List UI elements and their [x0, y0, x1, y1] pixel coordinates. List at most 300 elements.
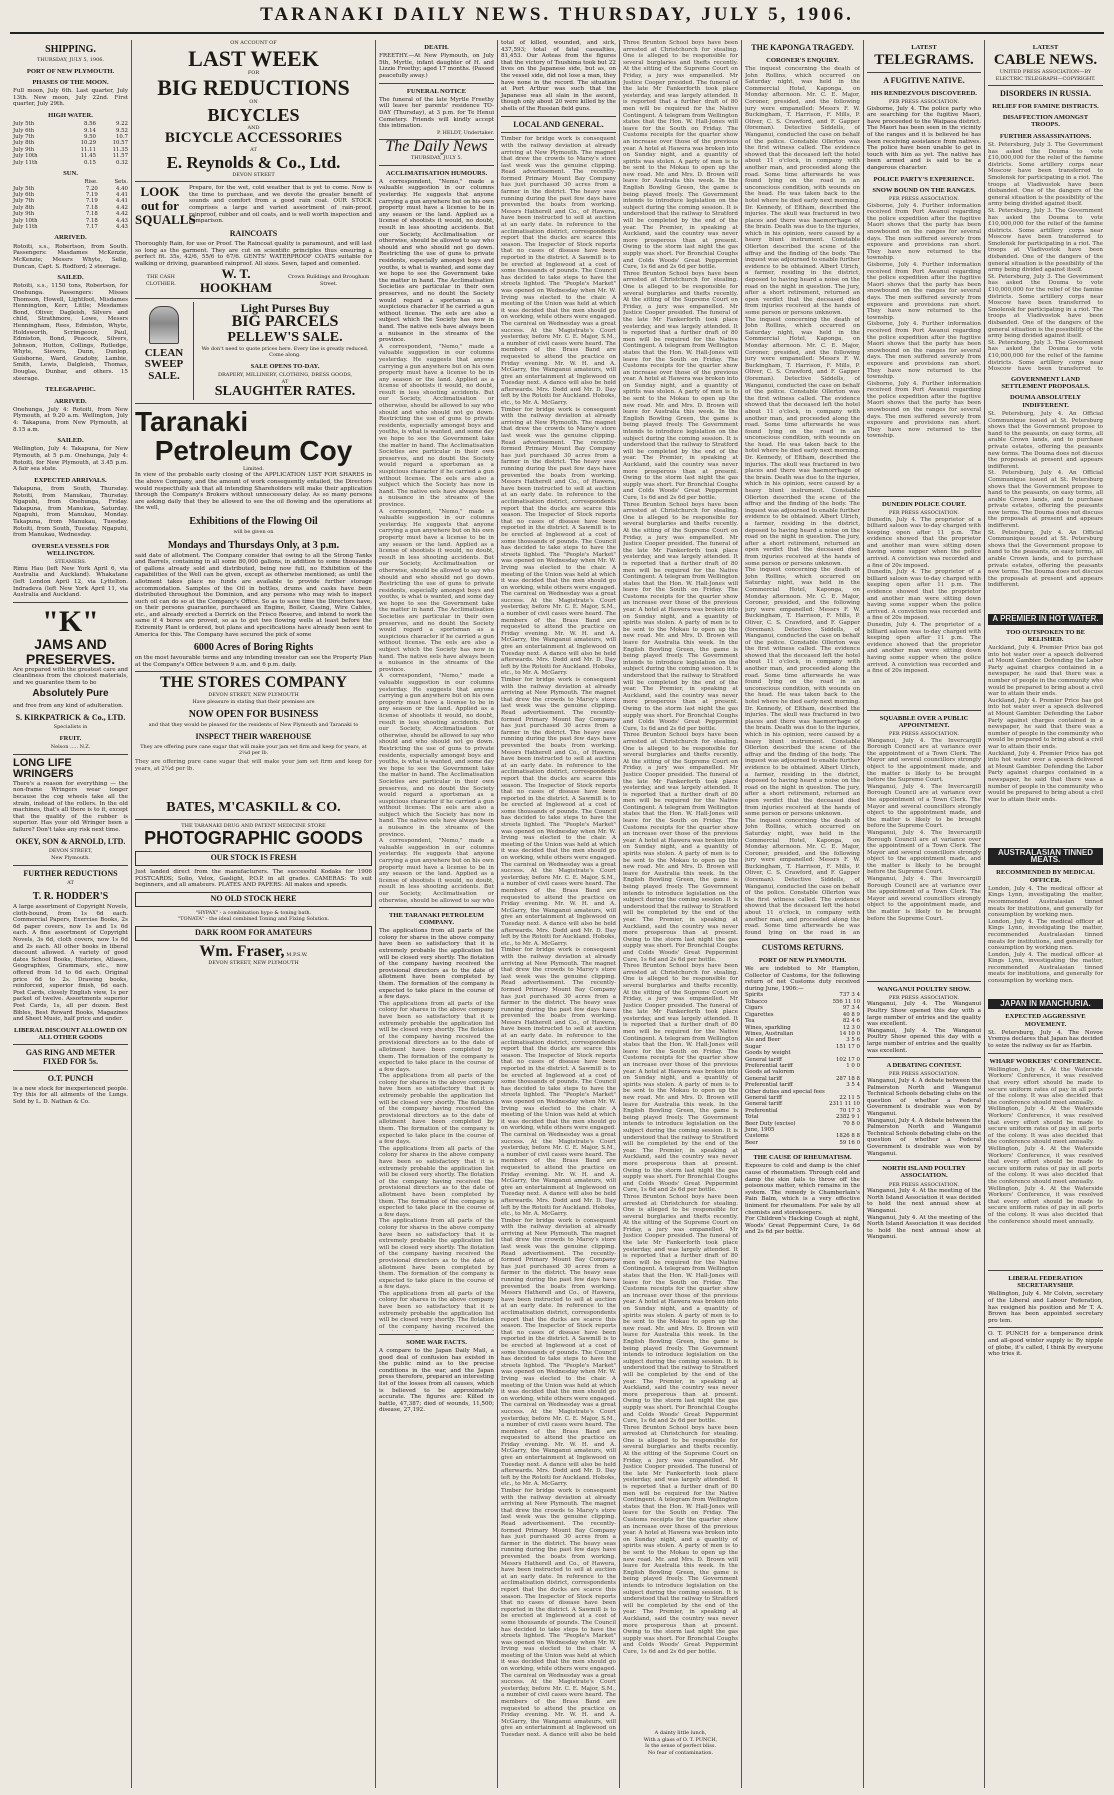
- divider: [135, 819, 372, 820]
- bicycles-heading: BICYCLES: [207, 104, 300, 125]
- police-text-1: Gisborne, July 4. Further information received from Port Awanui regarding the police expedition after the fugitive Maori shows that the party has been snowbound on the ranges for several days. The men suffered severely from exposure and provisions ran short. They have now returned to the township.: [867, 202, 981, 262]
- divider: [379, 907, 494, 908]
- hot-water-text-2: Auckland, July 4. Premier Price has got into hot water over a speech delivered at Mount Gambier. Defending the Labor Party against charges contained in a newspaper, he said that there was a number of people in the community who would be prepared to bring about a civil war to attain their ends.: [988, 697, 1103, 750]
- stores-text-3: They are offering pure cane sugar that will make your jam set firm and keep for years, at 2¼d per lb.: [140, 743, 367, 757]
- sun-cell: 7.18: [85, 211, 98, 218]
- wharf-text-1: Wellington, July 4. At the Waterside Workers' Conference, it was resolved that every effort should be made to secure uniform rates of pay in all ports of the colony. It was also decided that the conference should meet annually.: [988, 1066, 1103, 1106]
- customs-cell: 737 3 4: [839, 992, 860, 999]
- at-label: AT: [281, 378, 289, 385]
- editorial-filler-1: A correspondent, "Nemo," made a valuable suggestion in our columns yesterday. He suggests that anyone carrying a gun anywhere but on his own property must have a license to be in any season or the land. Applied as a license of shootists it would, no doubt, result in less shooting accidents. But our Society, Acclimatisation or otherwise, should be allowed to say who should and who should not go down. Restricting the use of guns to private residents, especially amongst boys and youths, is what is wanted, and some day we hope to see the Government take the matter in hand. The Acclimatisation Societies are particular in their own preserves, and no doubt the Society would regard a sportsman as a suspicious character if he carried a gun without license. The eels are also a subject which the Society has now in hand. The native eels have always been a nuisance in the streams of the province.: [379, 343, 494, 508]
- wharf-text-2: Wellington, July 4. At the Waterside Workers' Conference, it was resolved that every effort should be made to secure uniform rates of pay in all ports of the colony. It was also decided that the conference should meet annually.: [988, 1106, 1103, 1146]
- land-text-2: St. Petersburg, July 4. An Official Communique issued at St. Petersburg shows that the Government propose to hand to the peasants, on easy terms, all arable Crown lands, and to purchase private estates, offering the peasants new terms. The Douma does not discuss the proposals at present and appears indifferent.: [988, 470, 1103, 530]
- sun-table: [13, 179, 128, 230]
- fresh-box: [135, 851, 372, 866]
- customs-text: We are indebted to Mr Hampton, Collector of Customs, for the following return of net Customs duty received during June, 1906:—: [745, 966, 860, 992]
- sun-cell: 7.20: [85, 185, 98, 192]
- column-5: [620, 40, 742, 1788]
- divider: [867, 72, 981, 73]
- high-water-cell: 11.57: [112, 153, 128, 160]
- debating-text: Wanganui, July 4. A debate between the Palmerston North and Wanganui Technical Schools debating clubs on the question of whether a Federal Government is desirable was won by Wanganui.: [867, 1078, 981, 1118]
- petroleum-filler-3: The applications from all parts of the colony for shares in the above company have been so satisfactory that it is extremely probable the application list will be closed very shortly. The flotation of the company having received the provisional directors as to the date of allotment have been completed by them. The formation of the company is expected to take place in the course of a few days.: [379, 1145, 494, 1218]
- woman-figure-icon: [149, 306, 179, 344]
- meats-text-2: London, July 4. The medical officer at Kings Lynn, investigating the matter, recommended Australasian tinned meats for institutions, and generally for consumption by working men.: [988, 918, 1103, 952]
- russia-body: [988, 142, 1103, 372]
- squabble-text-1: Wanganui, July 4. The Invercargill Borough Council are at variance over the appointment of a Town Clerk. The Mayor and several councillors strongly object to the appointment made, and the matter is likely to be brought before the Supreme Court.: [867, 737, 981, 784]
- land-body: [988, 411, 1103, 611]
- telegraphic-arrived-heading: ARRIVED.: [54, 397, 87, 405]
- sun-cell: 4.43: [115, 217, 128, 224]
- police-text-2: Gisborne, July 4. Further information received from Port Awanui regarding the police expedition after the fugitive Maori shows that the party has been snowbound on the ranges for several days. The men suffered severely from exposure and provisions ran short. They have now returned to the township.: [867, 262, 981, 321]
- press-association: PER PRESS ASSOCIATION.: [888, 1181, 960, 1188]
- news-text-6: Three Brunton School boys have been arrested at Christchurch for stealing. One is alleged to be responsible for several burglaries and thefts recently. At the sitting of the Supreme Court on Friday, a jury was empanelled. Mr Justice Cooper presided. The funeral of the late Mr Fankerforth took place yesterday, and was largely attended. It is reported that a further draft of 80 men will be required for the Native Contingent. A telegram from Wellington states that the Hon. W. Hall-Jones will leave for the South on Friday. The Customs receipts for the quarter show an increase over those of the previous year. A hotel at Hawera was broken into on Sunday night, and a quantity of spirits was stolen. A party of men is to be sent to the Mokau to open up the new road. Mr. and Mrs. D. Brown will leave for Australia this week. In the English Bowling Green, the game is being played freely. The Government intends to introduce legislation on the subject during the coming session. It is understood that the railway to Stratford will be completed by the end of the year. The Premier, in speaking at Auckland, said the country was never more prosperous than at present. Owing to the storm last night the gas supply was short. For Bronchial Coughs and Colds Woods' Great Peppermint Cure, 1s 6d and 2s 6d per bottle.: [623, 1193, 738, 1425]
- customs-cell: Sugar: [745, 1043, 762, 1050]
- high-water-cell: 10.29: [80, 140, 96, 147]
- customs-cell: General tariff: [745, 1094, 782, 1101]
- sun-cell: 4.41: [115, 198, 128, 205]
- customs-cell: 287 18 8: [835, 1075, 860, 1082]
- petroleum-company-heading: THE TARANAKI PETROLEUM COMPANY.: [388, 911, 484, 926]
- sun-cell: July 11th: [13, 224, 38, 231]
- on-label: ON: [249, 99, 258, 106]
- douma-heading: DOUMA ABSOLUTELY INDIFFERENT.: [1009, 394, 1082, 409]
- customs-cell: Goods ad valorem: [745, 1069, 795, 1076]
- russia-text-4: St. Petersburg, July 3. The Government has asked the Douma to vote £10,000,000 for the relief of the famine districts. Some artillery corps near Moscow have been transferred to: [988, 339, 1103, 372]
- tragedy-text-2: The inquest concerning the death of John Rollins, which occurred on Saturday night, was held in the Commercial Hotel, Kaponga, on Monday afternoon. Mr. C. E. Major, Coroner, presided, and the following jury were empanelled: Messrs F. W. Buckingham, T. Harrison, F. Mills, P. Oliver, C. S. Crawford, and F. Gapper (foreman). Detective Siddells, of Wanganui, conducted the case on behalf of the police. Constable Ollerton was the first witness called. The evidence showed that the deceased left the hotel about 11 o'clock, in company with another man, and proceeded along the road. Some time afterwards he was found lying on the road in an unconscious condition, with wounds on the head. He was taken back to the hotel where he died early next morning. Dr. Kennedy, of Eltham, described the injuries. The skull was fractured in two places and there was haemorrhage of the brain. Death was due to the injuries, which in his opinion, were caused by a heavy blunt instrument. Constable Ollerton described the scene of the affray and the finding of the body. The inquest was adjourned to enable further evidence to be obtained. Albert Ulrich, a farmer, residing in the district, deposed to having heard a noise on the road on the night in question. The jury, after a short retirement, returned an open verdict that the deceased died from injuries received at the hands of some person or persons unknown.: [745, 316, 860, 567]
- petroleum-filler-1: The applications from all parts of the colony for shares in the above company have been so satisfactory that it is extremely probable the application list will be closed very shortly. The flotation of the company having received the provisional directors as to the date of allotment have been completed by them. The formation of the company is expected to take place in the course of a few days.: [379, 1000, 494, 1073]
- tragedy-heading: THE KAPONGA TRAGEDY.: [751, 43, 854, 52]
- poultry-text: Wanganui, July 4. The Wanganui Poultry Show opened this day with a large number of entries and the quality was excellent.: [867, 1001, 981, 1028]
- slaughter-heading: SLAUGHTER RATES.: [214, 384, 356, 400]
- news-paragraphs: [623, 40, 738, 1730]
- last-week-heading: LAST WEEK: [188, 45, 319, 71]
- high-water-cell: 11.45: [80, 153, 96, 160]
- funeral-heading: FUNERAL NOTICE: [406, 87, 467, 95]
- editorial-filler-3: A correspondent, "Nemo," made a valuable suggestion in our columns yesterday. He suggests that anyone carrying a gun anywhere but on his own property must have a license to be in any season or the land. Applied as a license of shootists it would, no doubt, result in less shooting accidents. But our Society, Acclimatisation or otherwise, should be allowed to say who should and who should not go down. Restricting the use of guns to private residents, especially amongst boys and youths, is what is wanted, and some day we hope to see the Government take the matter in hand. The Acclimatisation Societies are particular in their own preserves, and no doubt the Society would regard a sportsman as a suspicious character if he carried a gun without license. The eels are also a subject which the Society has now in hand. The native eels have always been a nuisance in the streams of the province.: [379, 673, 494, 838]
- fruit-label: FRUIT.: [59, 734, 82, 742]
- expected-heading: EXPECTED ARRIVALS.: [34, 476, 107, 484]
- divider: [135, 671, 372, 672]
- divider: [13, 1044, 128, 1045]
- okey-town: New Plymouth.: [51, 855, 90, 862]
- column-4: [498, 40, 620, 1788]
- moon-heading: PHASES OF THE MOON.: [32, 78, 109, 86]
- acres-heading: 6000 Acres of Boring Rights: [193, 642, 314, 654]
- sun-cell: 4.41: [115, 192, 128, 199]
- high-water-cell: 9.14: [83, 127, 96, 134]
- high-water-cell: July 5th: [13, 121, 35, 128]
- high-water-table: [13, 121, 128, 166]
- news-text-3: Three Brunton School boys have been arrested at Christchurch for stealing. One is alleged to be responsible for several burglaries and thefts recently. At the sitting of the Supreme Court on Friday, a jury was empanelled. Mr Justice Cooper presided. The funeral of the late Mr Fankerforth took place yesterday, and was largely attended. It is reported that a further draft of 80 men will be required for the Native Contingent. A telegram from Wellington states that the Hon. W. Hall-Jones will leave for the South on Friday. The Customs receipts for the quarter show an increase over those of the previous year. A hotel at Hawera was broken into on Sunday night, and a quantity of spirits was stolen. A party of men is to be sent to the Mokau to open up the new road. Mr. and Mrs. D. Brown will leave for Australia this week. In the English Bowling Green, the game is being played freely. The Government intends to introduce legislation on the subject during the coming session. It is understood that the railway to Stratford will be completed by the end of the year. The Premier, in speaking at Auckland, said the country was never more prosperous than at present. Owing to the storm last night the gas supply was short. For Bronchial Coughs and Colds Woods' Great Peppermint Cure, 1s 6d and 2s 6d per bottle.: [623, 501, 738, 732]
- wharf-body: [988, 1067, 1103, 1267]
- accessories-heading: BICYCLE ACCESSORIES: [164, 130, 343, 147]
- customs-cell: 102 17 0: [835, 1056, 860, 1063]
- column-7: [864, 40, 985, 1788]
- reynolds-name: E. Reynolds & Co., Ltd.: [166, 152, 341, 172]
- divider: [867, 496, 981, 497]
- sun-set-header: Sets.: [114, 179, 128, 186]
- cash-clothier-label: THE CASH CLOTHIER.: [145, 274, 176, 287]
- customs-cell: General tariff: [745, 1075, 782, 1082]
- sale-items: DRAPERY, MILLINERY, CLOTHING, DRESS GOODS,: [217, 372, 353, 379]
- stores-text-2: and that they would be pleased for the residents of New Plymouth and Taranaki to: [148, 722, 359, 729]
- wringers-heading: LONG LIFE WRINGERS: [13, 756, 74, 781]
- petroleum-filler-2: The applications from all parts of the colony for shares in the above company have been so satisfactory that it is extremely probable the application list will be closed very shortly. The flotation of the company having received the provisional directors as to the date of allotment have been completed by them. The formation of the company is expected to take place in the course of a few days.: [379, 1073, 494, 1146]
- punch-verse-3: Is the sense of perfect bliss.: [644, 1743, 717, 1750]
- moon-text: Full moon, July 6th. Last quarter, July 13th. New moon, July 22nd. First quarter, July 29th.: [13, 88, 128, 108]
- exhibitions-heading: Exhibitions of the Flowing Oil: [189, 515, 318, 527]
- punch-heading: O.T. PUNCH: [47, 1073, 94, 1083]
- divider: [745, 939, 860, 940]
- high-water-cell: 10.7: [115, 133, 128, 140]
- okey-name: OKEY, SON & ARNOLD, LTD.: [15, 836, 126, 846]
- fugitive-text: Gisborne, July 4. The police party who are searching for the fugitive Maori, have proceeded to the Waipaoa district. The Maori has been seen in the vicinity of the ranges and it is believed he has been receiving assistance from natives. The police have been unable to get in touch with him as yet. The native has been armed and is said to be a dangerous character.: [867, 105, 981, 171]
- hookham-name: W. T. HOOKHAM: [199, 266, 273, 295]
- high-water-cell: July 9th: [13, 146, 35, 153]
- customs-cell: 59 16 0: [839, 1139, 860, 1146]
- squabble-heading: SQUABBLE OVER A PUBLIC APPOINTMENT.: [879, 714, 969, 729]
- land-heading: GOVERNMENT LAND SETTLEMENT PROPOSALS.: [1001, 375, 1090, 391]
- oversea-heading: OVERSEA VESSELS FOR WELLINGTON.: [31, 542, 110, 557]
- stores-price-list: [135, 759, 372, 801]
- at-label: AT: [250, 147, 257, 154]
- tragedy-text-4: The inquest concerning the death of John Rollins, which occurred on Saturday night, was held in the Commercial Hotel, Kaponga, on Monday afternoon. Mr. C. E. Major, Coroner, presided, and the following jury were empanelled: Messrs F. W. Buckingham, T. Harrison, F. Mills, P. Oliver, C. S. Crawford, and F. Gapper (foreman). Detective Siddells, of Wanganui, conducted the case on behalf of the police. Constable Ollerton was the first witness called. The evidence showed that the deceased left the hotel about 11 o'clock, in company with another man, and proceeded along the road. Some time afterwards he was found lying on the road in an: [745, 817, 860, 936]
- telegraphic-heading: TELEGRAPHIC.: [45, 386, 96, 394]
- k-logo: "K": [42, 604, 99, 638]
- sale-opens: SALE OPENS TO-DAY.: [250, 362, 320, 370]
- high-water-cell: July 8th: [13, 140, 35, 147]
- press-association: PER PRESS ASSOCIATION.: [888, 509, 960, 516]
- hot-water-bar: A PREMIER IN HOT WATER.: [988, 614, 1103, 625]
- pure-text: and free from any kind of adulteration.: [13, 702, 124, 709]
- customs-cell: Preferential tariff: [745, 1062, 793, 1069]
- customs-cell: Customs: [745, 1133, 769, 1140]
- customs-cell: General tariff: [745, 1101, 782, 1108]
- outspoken-heading: TOO OUTSPOKEN TO BE RELISHED.: [1006, 628, 1085, 643]
- stores-text: Have pleasure in stating that their premises are: [192, 698, 315, 705]
- squalls-ad: [135, 185, 372, 226]
- squabble-text-2: Wanganui, July 4. The Invercargill Borough Council are at variance over the appointment of a Town Clerk. The Mayor and several councillors strongly object to the appointment made, and the matter is likely to be brought before the Supreme Court.: [867, 783, 981, 830]
- sun-cell: July 5th: [13, 185, 35, 192]
- high-water-cell: 0.32: [115, 159, 128, 166]
- sun-row: [13, 224, 128, 230]
- masthead-rule: [10, 32, 1104, 34]
- rendezvous-heading: HIS RENDEZVOUS DISCOVERED.: [871, 89, 977, 97]
- latest-label: LATEST: [911, 44, 937, 51]
- dunedin-heading: DUNEDIN POLICE COURT.: [881, 500, 967, 508]
- squabble-text-3: Wanganui, July 4. The Invercargill Borough Council are at variance over the appointment of a Town Clerk. The Mayor and several councillors strongly object to the appointment made, and the matter is likely to be brought before the Supreme Court.: [867, 829, 981, 876]
- local-text-6: Timber for bridge work is consequent with the railway deviation at already arriving at New Plymouth. The magnet that drew the crowds to Marsy's store last week was the genuine clipping. Read advertisement. The recently-formed Primary Mount Bay Company has just purchased 30 acres from a farmer in the district. The heavy seas running during the past few days have prevented the boats from working. Messrs Hatherell and Co., of Hawera, have been instructed to sell at auction at an early date. In reference to the acclimatisation district, correspondents report that the ducks are scarce this season. The Inspector of Stock reports that no cases of disease have been reported in the district. A Sawmill is to be erected at Inglewood at a cost of some thousands of pounds. The Council has decided to take steps to have the streets lighted. The "People's Market" was opened on Wednesday when Mr. W. Irving was elected to the chair. A meeting of the Union was held at which it was decided that the men should go on working, while others were engaged. The carnival on Wednesday was a great success. At the Magistrate's Court yesterday, before Mr. C. E. Major, S.M., a number of civil cases were heard. The members of the Brass Band are requested to attend the practice on Friday evening. Mr. W. H. and A. McGarry, the Wanganui amateurs, will give an entertainment at Inglewood on Tuesday next. A dance will also be held: [501, 1488, 616, 1737]
- north-island-poultry-text: Wanganui, July 4. At the meeting of the North Island Association it was decided to hold the next annual show at Wanganui.: [867, 1188, 981, 1215]
- troops-heading: DISAFFECTION AMONGST TROOPS.: [1002, 114, 1089, 129]
- news-text-1: Three Brunton School boys have been arrested at Christchurch for stealing. One is alleged to be responsible for several burglaries and thefts recently. At the sitting of the Supreme Court on Friday, a jury was empanelled. Mr Justice Cooper presided. The funeral of the late Mr Fankerforth took place yesterday, and was largely attended. It is reported that a further draft of 80 men will be required for the Native Contingent. A telegram from Wellington states that the Hon. W. Hall-Jones will leave for the South on Friday. The Customs receipts for the quarter show an increase over those of the previous year. A hotel at Hawera was broken into on Sunday night, and a quantity of spirits was stolen. A party of men is to be sent to the Mokau to open up the new road. Mr. and Mrs. D. Brown will leave for Australia this week. In the English Bowling Green, the game is being played freely. The Government intends to introduce legislation on the subject during the coming session. It is understood that the railway to Stratford will be completed by the end of the year. The Premier, in speaking at Auckland, said the country was never more prosperous than at present. Owing to the storm last night the gas supply was short. For Bronchial Coughs and Colds Woods' Great Peppermint Cure, 1s 6d and 2s 6d per bottle.: [623, 40, 738, 271]
- wharf-heading: WHARF WORKERS' CONFERENCE.: [989, 1057, 1102, 1065]
- edition-date: THURSDAY, JULY 5.: [410, 155, 463, 162]
- customs-cell: Other duties and special fees: [745, 1088, 825, 1095]
- russia-text-3: St. Petersburg, July 3. The Government has asked the Douma to vote £10,000,000 for the relief of the famine districts. Some artillery corps near Moscow have been transferred to Smolensk for participating in a riot. The troops at Vladivostok have been disbanded. One of the dangers of the general situation is the possibility of the army being divided against itself.: [988, 273, 1103, 340]
- expected-text: Takapuna, from South, Thursday. Rotoiti, from Manukau, Thursday. Ngapuhi, from Onehunga, Friday. Takapuna, from Manukau, Saturday. Ngapuhi, from Manukau, Monday. Takapuna, from Manukau, Tuesday. Rotoiti, from South, Tuesday. Ngapuhi, from Manukau, Wednesday.: [13, 486, 128, 539]
- will-label: will be given on: [233, 528, 274, 535]
- sun-cell: July 6th: [13, 192, 35, 199]
- customs-cell: 70 8 0: [842, 1120, 860, 1127]
- pure-heading: Absolutely Pure: [32, 688, 109, 700]
- wharf-text-4: Wellington, July 4. At the Waterside Workers' Conference, it was resolved that every effort should be made to secure uniform rates of pay in all ports of the colony. It was also decided that the conference should meet annually.: [988, 1185, 1103, 1225]
- port-heading: PORT OF NEW PLYMOUTH.: [26, 67, 115, 75]
- customs-cell: Wines, Australian: [745, 1030, 794, 1037]
- price-list-filler: They are offering pure cane sugar that will make your jam set firm and keep for years, at 2¼d per lb.: [135, 759, 372, 772]
- shipping-heading: SHIPPING.: [45, 44, 96, 55]
- sun-cell: July 7th: [13, 198, 35, 205]
- wringers-text: There's a reason for everything — the non-frame Wringers wear longer because the cog wheels take all the strain, instead of the rollers. In the old machines, that's all there is to it, except that the quality of the rubber is superior. Has your old Wringer been a failure? Don't take any risk next time.: [13, 780, 128, 834]
- customs-cell: 82 4 6: [842, 1018, 860, 1025]
- fraser-address: DEVON STREET, NEW PLYMOUTH: [208, 960, 299, 967]
- news-text-4: Three Brunton School boys have been arrested at Christchurch for stealing. One is alleged to be responsible for several burglaries and thefts recently. At the sitting of the Supreme Court on Friday, a jury was empanelled. Mr Justice Cooper presided. The funeral of the late Mr Fankerforth took place yesterday, and was largely attended. It is reported that a further draft of 80 men will be required for the Native Contingent. A telegram from Wellington states that the Hon. W. Hall-Jones will leave for the South on Friday. The Customs receipts for the quarter show an increase over those of the previous year. A hotel at Hawera was broken into on Sunday night, and a quantity of spirits was stolen. A party of men is to be sent to the Mokau to open up the new road. Mr. and Mrs. D. Brown will leave for Australia this week. In the English Bowling Green, the game is being played freely. The Government intends to introduce legislation on the subject during the coming session. It is understood that the railway to Stratford will be completed by the end of the year. The Premier, in speaking at Auckland, said the country was never more prosperous than at present. Owing to the storm last night the gas supply was short. For Bronchial Coughs and Colds Woods' Great Peppermint Cure, 1s 6d and 2s 6d per bottle.: [623, 732, 738, 963]
- further-heading: FURTHER REDUCTIONS: [23, 868, 118, 878]
- high-water-cell: 0.15: [83, 159, 96, 166]
- cable-heading: CABLE NEWS.: [993, 52, 1098, 69]
- at-label: AT: [67, 880, 74, 887]
- customs-cell: Wines, sparkling: [745, 1024, 791, 1031]
- customs-heading: CUSTOMS RETURNS.: [761, 943, 844, 953]
- russia-heading: DISORDERS IN RUSSIA.: [1000, 89, 1091, 99]
- federation-text: Wellington, July 4. Mr Colvin, secretary of the Liberal and Labour Federation, has resigned his position and Mr T. A. Brown has been appointed secretary pro tem.: [988, 1291, 1103, 1324]
- clean-sweep-heading: CLEAN SWEEP SALE.: [144, 346, 184, 382]
- acres-text: on the most favourable terms and any intending investor can see the Property Plan at the Company's Office between 9 a.m. and 6 p.m. daily.: [135, 655, 372, 668]
- rheumatism-heading: THE CAUSE OF RHEUMATISM.: [753, 1154, 852, 1162]
- tragedy-text-3: The inquest concerning the death of John Rollins, which occurred on Saturday night, was held in the Commercial Hotel, Kaponga, on Monday afternoon. Mr. C. E. Major, Coroner, presided, and the following jury were empanelled: Messrs F. W. Buckingham, T. Harrison, F. Mills, P. Oliver, C. S. Crawford, and F. Gapper (foreman). Detective Siddells, of Wanganui, conducted the case on behalf of the police. Constable Ollerton was the first witness called. The evidence showed that the deceased left the hotel about 11 o'clock, in company with another man, and proceeded along the road. Some time afterwards he was found lying on the road in an unconscious condition, with wounds on the head. He was taken back to the hotel where he died early next morning. Dr. Kennedy, of Eltham, described the injuries. The skull was fractured in two places and there was haemorrhage of the brain. Death was due to the injuries, which in his opinion, were caused by a heavy blunt instrument. Constable Ollerton described the scene of the affray and the finding of the body. The inquest was adjourned to enable further evidence to be obtained. Albert Ulrich, a farmer, residing in the district, deposed to having heard a noise on the road on the night in question. The jury, after a short retirement, returned an open verdict that the deceased died from injuries received at the hands of some person or persons unknown.: [745, 567, 860, 818]
- divider: [867, 710, 981, 711]
- punch-verse: O. T. PUNCH for a temperance drink and all-good winter supply is: By nipple of globe, it's called, I think By everyone who tries it.: [988, 1331, 1103, 1358]
- divider: [13, 602, 128, 603]
- sun-rise-header: Rise.: [84, 179, 98, 186]
- nelson-label: Nelson ..... N.Z.: [50, 744, 91, 751]
- high-water-cell: 10.57: [112, 140, 128, 147]
- sun-cell: 4.42: [115, 211, 128, 218]
- telegraphic-arrived-text: Onehunga, July 4: Rotoiti, from New Plymouth, at 9.20 a.m. Wellington, July 4: Takapuna, from New Plymouth, at 8.15 a.m.: [13, 406, 128, 433]
- tragedy-body: [745, 66, 860, 936]
- mondays-heading: Mondays and Thursdays Only, at 3 p.m.: [167, 539, 340, 551]
- high-water-cell: 11.35: [112, 146, 128, 153]
- customs-cell: 40 8 9: [842, 1011, 860, 1018]
- stores-heading: THE STORES COMPANY: [160, 674, 347, 692]
- raincoats-heading: RAINCOATS: [229, 229, 278, 239]
- stores-address: DEVON STREET, NEW PLYMOUTH: [208, 692, 299, 699]
- sun-cell: 7.18: [85, 217, 98, 224]
- high-water-row: [13, 160, 128, 166]
- pellews-main: [194, 302, 372, 400]
- sun-heading: SUN.: [63, 169, 78, 177]
- meats-text-3: London, July 4. The medical officer at Kings Lynn, investigating the matter, recommended Australasian tinned meats for institutions, and generally for consumption by working men.: [988, 951, 1103, 985]
- land-text-1: St. Petersburg, July 4. An Official Communique issued at St. Petersburg shows that the Government propose to hand to the peasants, on easy terms, all arable Crown lands, and to purchase private estates, offering the peasants new terms. The Douma does not discuss the proposals at present and appears indifferent.: [988, 410, 1103, 470]
- divider: [501, 116, 616, 117]
- customs-cell: 12 3 0: [842, 1024, 860, 1031]
- movement-heading: EXPECTED AGGRESSIVE MOVEMENT.: [1005, 1013, 1086, 1028]
- death-heading: DEATH.: [424, 44, 449, 51]
- sun-cell: 7.17: [85, 224, 98, 231]
- police-heading: POLICE PARTY'S EXPERIENCE.: [873, 175, 975, 183]
- sun-cell: July 10th: [13, 217, 38, 224]
- local-text-1: Timber for bridge work is consequent with the railway deviation at already arriving at New Plymouth. The magnet that drew the crowds to Marsy's store last week was the genuine clipping. Read advertisement. The recently-formed Primary Mount Bay Company has just purchased 30 acres from a farmer in the district. The heavy seas running during the past few days have prevented the boats from working. Messrs Hatherell and Co., of Hawera, have been instructed to sell at auction at an early date. In reference to the acclimatisation district, correspondents report that the ducks are scarce this season. The Inspector of Stock reports that no cases of disease have been reported in the district. A Sawmill is to be erected at Inglewood at a cost of some thousands of pounds. The Council has decided to take steps to have the streets lighted. The "People's Market" was opened on Wednesday when Mr. W. Irving was elected to the chair. A meeting of the Union was held at which it was decided that the men should go on working, while others were engaged. The carnival on Wednesday was a great success. At the Magistrate's Court yesterday, before Mr. C. E. Major, S.M., a number of civil cases were heard. The members of the Brass Band are requested to attend the practice on Friday evening. Mr. W. H. and A. McGarry, the Wanganui amateurs, will give an entertainment at Inglewood on Tuesday next. A dance will also be held afterwards. Mrs. Dodd and Mr. D. Day left by the Rotoiti for Auckland. Hoboks, etc., to Mr. A. McGarry.: [501, 136, 616, 407]
- pellews-ad: [135, 302, 372, 400]
- parcels-heading: BIG PARCELS: [231, 313, 339, 331]
- columns: [10, 40, 1106, 1788]
- meats-body: [988, 886, 1103, 996]
- acclimatisation-text: A correspondent, "Nemo," made a valuable suggestion in our columns yesterday. He suggests that anyone carrying a gun anywhere but on his own property must have a license to be in any season or the land. Applied as a license of shootists it would, no doubt, result in less shooting accidents. But our Society, Acclimatisation or otherwise, should be allowed to say who should and who should not go down. Restricting the use of guns to private residents, especially amongst boys and youths, is what is wanted, and some day we hope to see the Government take the matter in hand. The Acclimatisation Societies are particular in their own preserves, and no doubt the Society would regard a sportsman as a suspicious character if he carried a gun without license. The eels are also a subject which the Society has now in hand. The native eels have always been a nuisance in the streams of the province.: [379, 178, 494, 344]
- customs-table: [745, 992, 860, 1146]
- local-text-3: Timber for bridge work is consequent with the railway deviation at already arriving at New Plymouth. The magnet that drew the crowds to Marsy's store last week was the genuine clipping. Read advertisement. The recently-formed Primary Mount Bay Company has just purchased 30 acres from a farmer in the district. The heavy seas running during the past few days have prevented the boats from working. Messrs Hatherell and Co., of Hawera, have been instructed to sell at auction at an early date. In reference to the acclimatisation district, correspondents report that the ducks are scarce this season. The Inspector of Stock reports that no cases of disease have been reported in the district. A Sawmill is to be erected at Inglewood at a cost of some thousands of pounds. The Council has decided to take steps to have the streets lighted. The "People's Market" was opened on Wednesday when Mr. W. Irving was elected to the chair. A meeting of the Union was held at which it was decided that the men should go on working, while others were engaged. The carnival on Wednesday was a great success. At the Magistrate's Court yesterday, before Mr. C. E. Major, S.M., a number of civil cases were heard. The members of the Brass Band are requested to attend the practice on Friday evening. Mr. W. H. and A. McGarry, the Wanganui amateurs, will give an entertainment at Inglewood on Tuesday next. A dance will also be held afterwards. Mrs. Dodd and Mr. D. Day left by the Rotoiti for Auckland. Hoboks, etc., to Mr. A. McGarry.: [501, 677, 616, 947]
- punch-text: is a new stock for inexperienced people. Try this for all ailments of the Lungs. Sold by L. D. Nathan & Co.: [13, 1085, 128, 1105]
- divider: [501, 132, 616, 133]
- customs-cell: Tea: [745, 1018, 755, 1025]
- petroleum-filler-4: The applications from all parts of the colony for shares in the above company have been so satisfactory that it is extremely probable the application list will be closed very shortly. The flotation of the company having received the provisional directors as to the date of allotment have been completed by them. The formation of the company is expected to take place in the course of a few days.: [379, 1218, 494, 1291]
- sun-cell: 4.43: [115, 224, 128, 231]
- customs-cell: Preferential: [745, 1107, 778, 1114]
- divider: [13, 754, 128, 755]
- fresh-text: Just landed direct from the manufacturers. The successful Kodaks for 1906 POSTCARDS; Solio, Velox, Gaslight, P.O.P. in all grades. CAMERAS: To suit beginners, and all amateurs. PLATES AND PAPERS: All makes and speeds.: [135, 868, 372, 889]
- rheumatism-text: Exposure to cold and damp is the chief cause of rheumatism. Through cold and damp the skin fails to throw off the poisonous matter, which remains in the system. The remedy is Chamberlain's Pain Balm, which is a very effective liniment for rheumatism. For sale by all chemists and storekeepers.: [745, 1163, 860, 1216]
- poultry-text-2: Wanganui, July 4. The Wanganui Poultry Show opened this day with a large number of entries and the quality was excellent.: [867, 1027, 981, 1054]
- raincoats-text: Thoroughly Rain, for use or Proof. The Raincoat quality is paramount, and will last so long as the garment. They are cut on scientific principles thus ensuring a perfect fit. 35s, 42/6, 55/6 to 67/6. GENTS' WATERPROOF COATS suitable for walking or driving, guaranteed rainproof. All sizes. Sewn, taped and cemented.: [135, 240, 372, 267]
- squabble-body: [867, 738, 981, 978]
- north-island-poultry-text-2: Wanganui, July 4. At the meeting of the North Island Association it was decided to hold the next annual show at Wanganui.: [867, 1214, 981, 1241]
- customs-cell: 1826 8 8: [835, 1133, 860, 1140]
- divider: [867, 1160, 981, 1161]
- dark-room-heading: DARK ROOM FOR AMATEURS: [195, 927, 312, 937]
- high-water-cell: 9.50: [83, 133, 96, 140]
- war-text: A compare to the Japan Daily Mail, a good deal of confusion has existed in the public mind as to the precise conditions in the war, and the Japan press therefore, prepared an interesting list of the losses from all causes, which is believed to be approximately accurate. The figures are: Killed in battle, 47,387; died of wounds, 11,500; disease, 27,192.: [379, 1348, 494, 1414]
- police-text-4: Gisborne, July 4. Further information received from Port Awanui regarding the police expedition after the fugitive Maori shows that the party has been snowbound on the ranges for several days. The men suffered severely from exposure and provisions ran short. They have now returned to the township.: [867, 380, 981, 440]
- local-text-2: Timber for bridge work is consequent with the railway deviation at already arriving at New Plymouth. The magnet that drew the crowds to Marsy's store last week was the genuine clipping. Read advertisement. The recently-formed Primary Mount Bay Company has just purchased 30 acres from a farmer in the district. The heavy seas running during the past few days have prevented the boats from working. Messrs Hatherell and Co., of Hawera, have been instructed to sell at auction at an early date. In reference to the acclimatisation district, correspondents report that the ducks are scarce this season. The Inspector of Stock reports that no cases of disease have been reported in the district. A Sawmill is to be erected at Inglewood at a cost of some thousands of pounds. The Council has decided to take steps to have the streets lighted. The "People's Market" was opened on Wednesday when Mr. W. Irving was elected to the chair. A meeting of the Union was held at which it was decided that the men should go on working, while others were engaged. The carnival on Wednesday was a great success. At the Magistrate's Court yesterday, before Mr. C. E. Major, S.M., a number of civil cases were heard. The members of the Brass Band are requested to attend the practice on Friday evening. Mr. W. H. and A. McGarry, the Wanganui amateurs, will give an entertainment at Inglewood on Tuesday next. A dance will also be held afterwards. Mrs. Dodd and Mr. D. Day left by the Rotoiti for Auckland. Hoboks, etc., to Mr. A. McGarry.: [501, 406, 616, 677]
- oversea-text: Rimu Hau (left New York April 6, via Australia and Auckland). Whakatane (left London April 12, via Lyttelton. Indradeva (left New York April 11, via Australia and Auckland.: [13, 565, 128, 599]
- death-text: FREETHY.—At New Plymouth, on July 5th, Myrtle, infant daughter of H. and Lizzie Freethy; aged 17 months. (Passed peacefully away.): [379, 53, 494, 80]
- debating-heading: A DEBATING CONTEST.: [886, 1062, 962, 1070]
- inspect-heading: INSPECT THEIR WAREHOUSE: [195, 732, 312, 742]
- press-association: PER PRESS ASSOCIATION.: [888, 196, 960, 203]
- customs-cell: 2382 9 1: [835, 1114, 860, 1121]
- customs-port: PORT OF NEW PLYMOUTH.: [758, 956, 847, 964]
- column-8: [985, 40, 1106, 1788]
- customs-cell: Beer: [745, 1139, 758, 1146]
- sun-cell: 4.42: [115, 204, 128, 211]
- hot-water-text-1: Auckland, July 4. Premier Price has got into hot water over a speech delivered at Mount Gambier. Defending the Labor Party against charges contained in a newspaper, he said that there was a number of people in the community who would be prepared to bring about a civil war to attain their ends.: [988, 645, 1103, 698]
- arrived-heading: ARRIVED.: [54, 234, 87, 242]
- limited-label: Limited.: [242, 465, 265, 472]
- pellews-heading: PELLEW'S SALE.: [227, 330, 343, 345]
- editorial-filler-4: A correspondent, "Nemo," made a valuable suggestion in our columns yesterday. He suggests that anyone carrying a gun anywhere but on his own property must have a license to be in any season or the land. Applied as a license of shootists it would, no doubt, result in less shooting accidents. But our Society, Acclimatisation or otherwise, should be allowed to say who: [379, 838, 494, 904]
- fraser-signature: [135, 944, 372, 961]
- divider: [135, 181, 372, 182]
- undertaker-name: P. HELDT, Undertaker.: [436, 129, 494, 136]
- hot-water-body: [988, 645, 1103, 845]
- divider: [988, 1053, 1103, 1054]
- customs-cell: Spirits: [745, 992, 764, 999]
- divider: [13, 1070, 128, 1071]
- high-water-cell: 8.56: [83, 121, 96, 128]
- jams-text: Are prepared with the greatest care and cleanliness from the choicest materials, and we guarantee them to be: [13, 666, 128, 686]
- north-island-poultry-heading: NORTH ISLAND POULTRY ASSOCIATION.: [882, 1165, 966, 1180]
- petroleum-heading: Petroleum Coy: [154, 435, 353, 467]
- divider: [745, 1149, 860, 1150]
- liberal-label: LIBERAL DISCOUNT ALLOWED ON ALL OTHER GOODS: [14, 1026, 127, 1041]
- and-label: AND: [247, 124, 260, 131]
- customs-cell: Beer Duty (excise): [745, 1120, 796, 1127]
- hodder-text: A large assortment of Copyright Novels, cloth-bound, from 1s 6d each. Commercial Papers, Exercise Books, 2s 6d paper covers, now 1s and 1s 6d each. A fine assortment of Copyright Novels, 3s 6d, cloth covers, now 1s 6d and 2s each. All other books in liberal discount allowed. A variety of good dates School Books, Histories, Atlases, Geographies, Grammars, etc., now offered from 1d to 6d each. Original price 6d to 2s. Drawing books, reinforced, superior finish, 6d each. Post Cards, closely English view, 1s per packet of twelve. Assortments superior Post Cards, 1s, all per dozen. Best Bibles, Best Reward Books, Magazines and Sheet Music, half price and under.: [13, 904, 128, 1023]
- customs-cell: 151 17 0: [835, 1043, 860, 1050]
- high-water-cell: July 11th: [13, 159, 38, 166]
- punch-verse-2: With a glass of O. T. PUNCH,: [643, 1736, 718, 1743]
- specialists-label: Specialists in: [53, 724, 88, 731]
- for-label: FOR: [247, 69, 260, 76]
- hookham-signature: [135, 267, 372, 294]
- manchuria-text: St. Petersburg, July 4. The Novoe Vremya declares that Japan has decided to seize the railway as far as Harbin.: [988, 1029, 1103, 1050]
- meats-text-1: London, July 4. The medical officer at Kings Lynn, investigating the matter, recommended Australasian tinned meats for institutions, and generally for consumption by working men.: [988, 885, 1103, 919]
- divider: [988, 1270, 1103, 1271]
- tragedy-text-1: The inquest concerning the death of John Rollins, which occurred on Saturday night, was held in the Commercial Hotel, Kaponga, on Monday afternoon. Mr. C. E. Major, Coroner, presided, and the following jury were empanelled: Messrs F. W. Buckingham, T. Harrison, F. Mills, P. Oliver, C. S. Crawford, and F. Gapper (foreman). Detective Siddells, of Wanganui, conducted the case on behalf of the police. Constable Ollerton was the first witness called. The evidence showed that the deceased left the hotel about 11 o'clock, in company with another man, and proceeded along the road. Some time afterwards he was found lying on the road in an unconscious condition, with wounds on the head. He was taken back to the hotel where he died early next morning. Dr. Kennedy, of Eltham, described the injuries. The skull was fractured in two places and there was haemorrhage of the brain. Death was due to the injuries, which in his opinion, were caused by a heavy blunt instrument. Constable Ollerton described the scene of the affray and the finding of the body. The inquest was adjourned to enable further evidence to be obtained. Albert Ulrich, a farmer, residing in the district, deposed to having heard a noise on the road on the night in question. The jury, after a short retirement, returned an open verdict that the deceased died from injuries received at the hands of some person or persons unknown.: [745, 66, 860, 317]
- daily-news-logo: The Daily News: [385, 138, 488, 156]
- press-association: PER PRESS ASSOCIATION.: [888, 1071, 960, 1078]
- customs-cell: Preferential tariff: [745, 1082, 793, 1089]
- telegrams-heading: TELEGRAMS.: [874, 52, 974, 69]
- masthead: TARANAKI DAILY NEWS. THURSDAY, JULY 5, 1906.: [260, 4, 854, 25]
- high-water-cell: 11.11: [80, 146, 96, 153]
- photo-heading: PHOTOGRAPHIC GOODS: [144, 828, 363, 849]
- dark-room-box: [135, 926, 372, 941]
- high-water-cell: July 10th: [13, 153, 38, 160]
- federation-heading: LIBERAL FEDERATION SECRETARYSHIP.: [1008, 1274, 1083, 1290]
- hodder-name: T. R. HODDER'S: [32, 891, 109, 903]
- bates-name: BATES, M'CASKILL & CO.: [166, 800, 341, 815]
- sun-cell: 7.19: [85, 198, 98, 205]
- customs-row: [745, 1140, 860, 1146]
- prepare-text: Prepare, for the wet, cold weather that is yet to come. Now is the time to purchase, and we devote the greater benefit of sounds and comfort from a good rain coat. OUR STOCK comprises a large and varied assortment of rain-proof, rainproof, rubber and oil coats, and is well worth inspection and comparison.: [189, 185, 372, 225]
- high-water-cell: 9.22: [115, 121, 128, 128]
- sailed-heading: SAILED.: [57, 274, 84, 282]
- sun-cell: 4.40: [115, 185, 128, 192]
- no-old-box: [135, 892, 372, 907]
- customs-cell: 14 10 0: [839, 1030, 860, 1037]
- news-text-5: Three Brunton School boys have been arrested at Christchurch for stealing. One is alleged to be responsible for several burglaries and thefts recently. At the sitting of the Supreme Court on Friday, a jury was empanelled. Mr Justice Cooper presided. The funeral of the late Mr Fankerforth took place yesterday, and was largely attended. It is reported that a further draft of 80 men will be required for the Native Contingent. A telegram from Wellington states that the Hon. W. Hall-Jones will leave for the South on Friday. The Customs receipts for the quarter show an increase over those of the previous year. A hotel at Hawera was broken into on Sunday night, and a quantity of spirits was stolen. A party of men is to be sent to the Mokau to open up the new road. Mr. and Mrs. D. Brown will leave for Australia this week. In the English Bowling Green, the game is being played freely. The Government intends to introduce legislation on the subject during the coming session. It is understood that the railway to Stratford will be completed by the end of the year. The Premier, in speaking at Auckland, said the country was never more prosperous than at present. Owing to the storm last night the gas supply was short. For Bronchial Coughs and Colds Woods' Great Peppermint Cure, 1s 6d and 2s 6d per bottle.: [623, 963, 738, 1194]
- poultry-heading: WANGANUI POULTRY SHOW.: [877, 985, 971, 993]
- telegraphic-sailed-heading: SAILED.: [57, 437, 84, 445]
- relief-heading: RELIEF FOR FAMINE DISTRICTS.: [992, 102, 1099, 110]
- prospectus-text: In view of the probable early closing of the APPLICATION LIST FOR SHARES in the above Company, and the amount of work consequently entailed, the Directors would respectfully ask that all intending Shareholders will make their application through the Company's Brokers without unnecessary delay. As so many persons are asking daily that they be allowed to see the oil flowing and the operations at the well,: [135, 472, 372, 512]
- prospectus-text-2: said date of allotment. The Company consider that owing to all the Strong Tanks and Barrels, containing in all some 80,000 gallons, in addition to some thousands of gallons already sold and distributed, being now full, no Exhibition of the capabilities of the Well can be given, except as otherwise mentioned; as until the allotment takes place no funds are available to provide further storage accommodation. Samples of the Oil in bottles, drums and casks have been distributed throughout the Dominion, and any persons who may wish to inspect such oil can do so at the Company's Office. So as to save time the Directors have, on their persons guarantee, purchased an Engine, Boiler, Casing, Wire Cables, etc., and already erected a Derrick on the Frisco Reserve, and intend to work the same if 4 bores are proved, so as to get two flowing wells at least before the Extremity Plant is ordered, but plans and specifications have already been sent to America for this. The Company have secured the pick of some: [135, 552, 372, 638]
- customs-cell: 3 5 6: [846, 1037, 860, 1044]
- divider: [379, 165, 494, 166]
- big-reductions-heading: BIG REDUCTIONS: [157, 75, 350, 101]
- customs-cell: 22 11 5: [839, 1094, 860, 1101]
- acclimatisation-heading: ACCLIMATISATION HUMOURS.: [385, 169, 488, 177]
- debating-text-2: Wanganui, July 4. A debate between the Palmerston North and Wanganui Technical Schools debating clubs on the question of whether a Federal Government is desirable was won by Wanganui.: [867, 1117, 981, 1157]
- customs-cell: General tariff: [745, 1056, 782, 1063]
- sun-cell: 7.18: [85, 204, 98, 211]
- tonata-text: "TONATA" - the ideal combined Toning and Fixing Solution.: [177, 916, 330, 923]
- clean-sweep-block: [135, 302, 194, 400]
- news-text-2: Three Brunton School boys have been arrested at Christchurch for stealing. One is alleged to be responsible for several burglaries and thefts recently. At the sitting of the Supreme Court on Friday, a jury was empanelled. Mr Justice Cooper presided. The funeral of the late Mr Fankerforth took place yesterday, and was largely attended. It is reported that a further draft of 80 men will be required for the Native Contingent. A telegram from Wellington states that the Hon. W. Hall-Jones will leave for the South on Friday. The Customs receipts for the quarter show an increase over those of the previous year. A hotel at Hawera was broken into on Sunday night, and a quantity of spirits was stolen. A party of men is to be sent to the Mokau to open up the new road. Mr. and Mrs. D. Brown will leave for Australia this week. In the English Bowling Green, the game is being played freely. The Government intends to introduce legislation on the subject during the coming session. It is understood that the railway to Stratford will be completed by the end of the year. The Premier, in speaking at Auckland, said the country was never more prosperous than at present. Owing to the storm last night the gas supply was short. For Bronchial Coughs and Colds Woods' Great Peppermint Cure, 1s 6d and 2s 6d per bottle.: [623, 270, 738, 501]
- divider: [867, 981, 981, 982]
- customs-cell: June, 1905: [745, 1127, 775, 1133]
- divider: [135, 403, 372, 404]
- divider: [13, 865, 128, 866]
- column-1: [10, 40, 132, 1788]
- funeral-text: The funeral of the late Myrtle Freethy will leave her parents' residence TO-DAY (Thursday), at 3 p.m. for Te Henui Cemetery. Friends will kindly accept this intimation.: [379, 96, 494, 130]
- dunedin-text-2: Dunedin, July 4. The proprietor of a billiard saloon was to-day charged with keeping open after 11 p.m. The evidence showed that the proprietor and another man were sitting down having some supper when the police arrived. A conviction was recorded and a fine of 20s imposed.: [867, 569, 981, 622]
- taranaki-heading: Taranaki: [135, 406, 249, 437]
- punch-verse-4: No fear of contamination.: [647, 1749, 714, 1756]
- customs-cell: 3 5 4: [846, 1082, 860, 1089]
- customs-cell: Tobacco: [745, 998, 768, 1005]
- fraser-name: Wm. Fraser,: [199, 942, 285, 960]
- wharf-text-3: Wellington, July 4. At the Waterside Workers' Conference, it was resolved that every effort should be made to secure uniform rates of pay in all ports of the colony. It was also decided that the conference should meet annually.: [988, 1146, 1103, 1185]
